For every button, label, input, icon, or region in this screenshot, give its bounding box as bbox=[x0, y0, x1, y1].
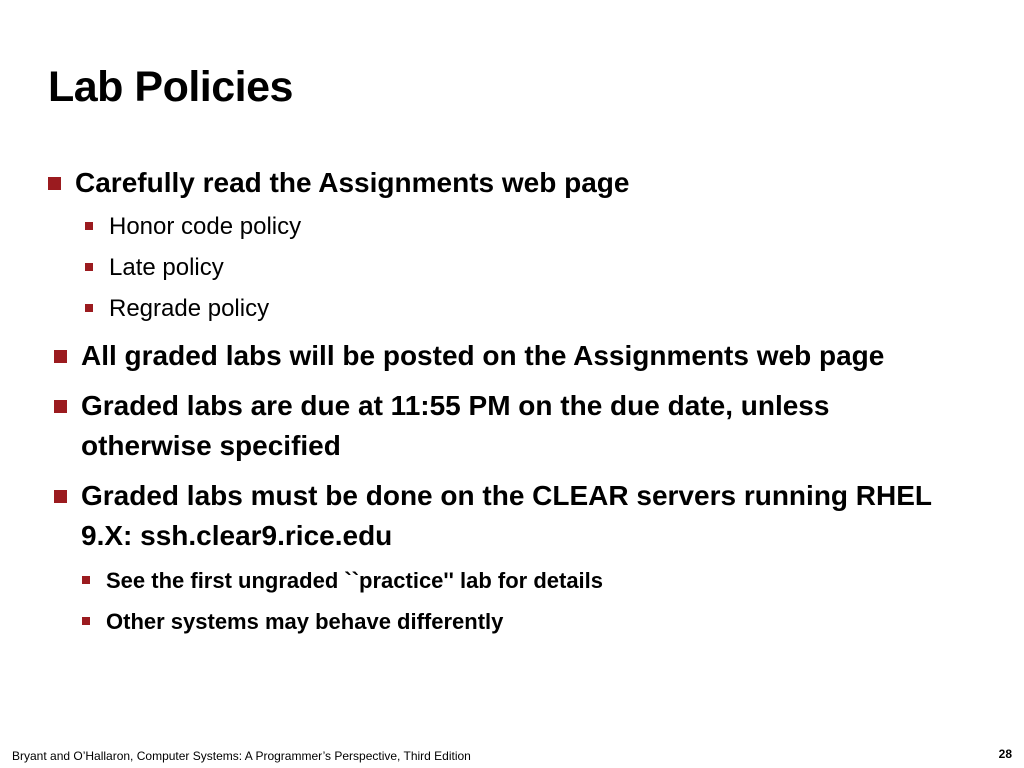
sub-bullet-text: Other systems may behave differently bbox=[106, 609, 504, 634]
page-number: 28 bbox=[998, 747, 1012, 761]
square-bullet-icon bbox=[54, 350, 67, 363]
square-bullet-icon bbox=[85, 222, 93, 230]
slide-title: Lab Policies bbox=[48, 63, 293, 111]
square-bullet-icon bbox=[54, 400, 67, 413]
square-bullet-icon bbox=[82, 576, 90, 584]
bullet-3-text: Graded labs are due at 11:55 PM on the due date, unless otherwise specified bbox=[81, 390, 830, 461]
bullet-1-text: Carefully read the Assignments web page bbox=[75, 167, 630, 198]
sub-bullet-4-2 bbox=[82, 606, 503, 638]
sub-bullet-1-3 bbox=[85, 293, 269, 325]
sub-bullet-1-1 bbox=[85, 211, 301, 243]
sub-bullet-text: Honor code policy bbox=[109, 213, 302, 240]
sub-bullet-text: See the first ungraded ``practice'' lab for details bbox=[106, 568, 604, 593]
square-bullet-icon bbox=[48, 177, 61, 190]
bullet-1 bbox=[48, 163, 975, 203]
bullet-2 bbox=[54, 336, 981, 376]
square-bullet-icon bbox=[85, 263, 93, 271]
bullet-2-text: All graded labs will be posted on the Assignments web page bbox=[81, 340, 885, 371]
sub-bullet-text: Late policy bbox=[109, 254, 224, 281]
footer-citation: Bryant and O’Hallaron, Computer Systems: A Programmer’s Perspective, Third Edition bbox=[12, 749, 471, 763]
bullet-3 bbox=[54, 386, 901, 466]
square-bullet-icon bbox=[82, 617, 90, 625]
square-bullet-icon bbox=[54, 490, 67, 503]
sub-bullet-text: Regrade policy bbox=[109, 295, 270, 322]
square-bullet-icon bbox=[85, 304, 93, 312]
bullet-4-text: Graded labs must be done on the CLEAR servers running RHEL 9.X: ssh.clear9.rice.edu bbox=[81, 480, 932, 551]
sub-bullet-1-2 bbox=[85, 252, 224, 284]
sub-bullet-4-1 bbox=[82, 565, 603, 597]
bullet-4 bbox=[54, 476, 971, 556]
